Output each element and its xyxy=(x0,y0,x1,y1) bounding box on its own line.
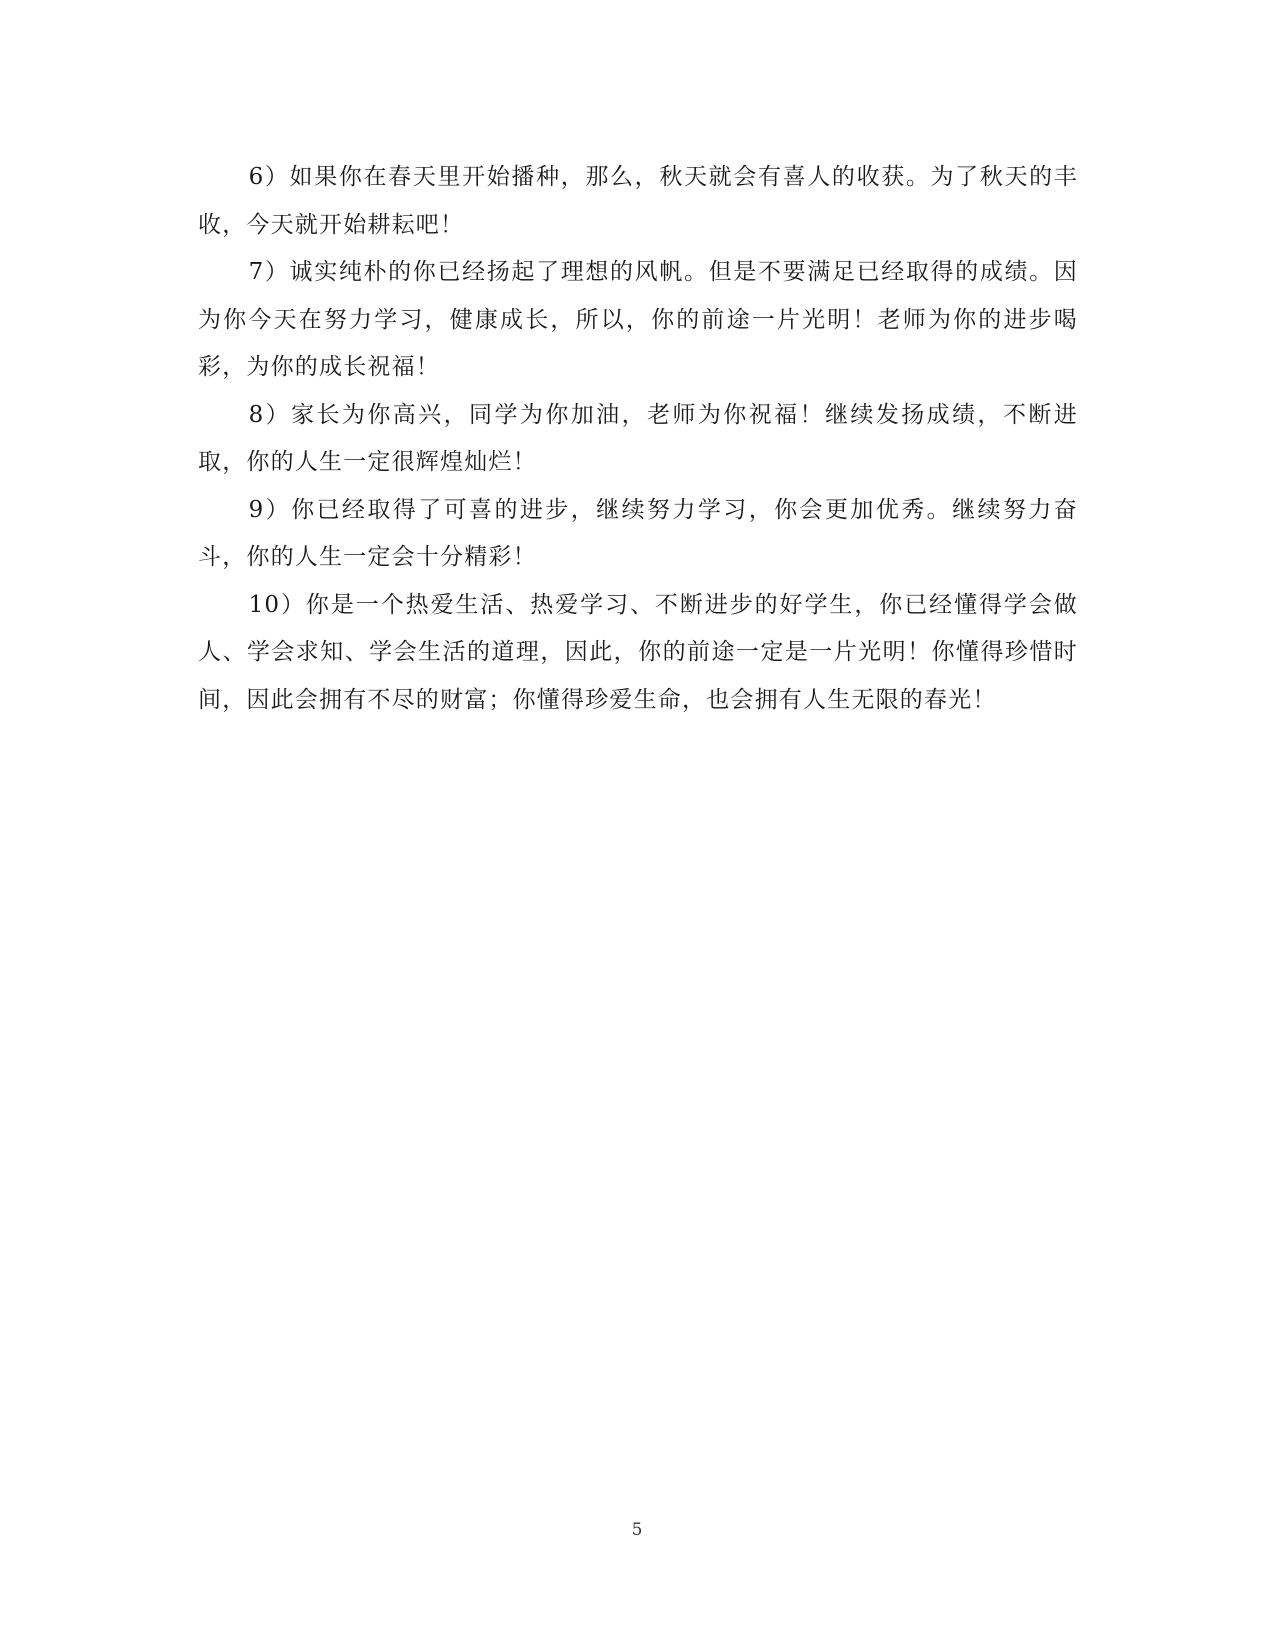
document-body xyxy=(198,154,1078,724)
paragraph-8: 8）家长为你高兴，同学为你加油，老师为你祝福！继续发扬成绩，不断进取，你的人生一定很辉煌灿烂！ xyxy=(198,401,1078,475)
paragraph-10: 10）你是一个热爱生活、热爱学习、不断进步的好学生，你已经懂得学会做人、学会求知、学会生活的道理，因此，你的前途一定是一片光明！你懂得珍惜时间，因此会拥有不尽的财富；你懂得珍爱生命，也会拥有人生无限的春光！ xyxy=(198,591,1078,713)
paragraph-9: 9）你已经取得了可喜的进步，继续努力学习，你会更加优秀。继续努力奋斗，你的人生一定会十分精彩！ xyxy=(198,496,1078,570)
page-number: 5 xyxy=(631,1520,643,1540)
paragraph-7: 7）诚实纯朴的你已经扬起了理想的风帆。但是不要满足已经取得的成绩。因为你今天在努力学习，健康成长，所以，你的前途一片光明！老师为你的进步喝彩，为你的成长祝福！ xyxy=(198,259,1078,380)
paragraph-6: 6）如果你在春天里开始播种，那么，秋天就会有喜人的收获。为了秋天的丰收，今天就开始耕耘吧！ xyxy=(198,164,1078,238)
